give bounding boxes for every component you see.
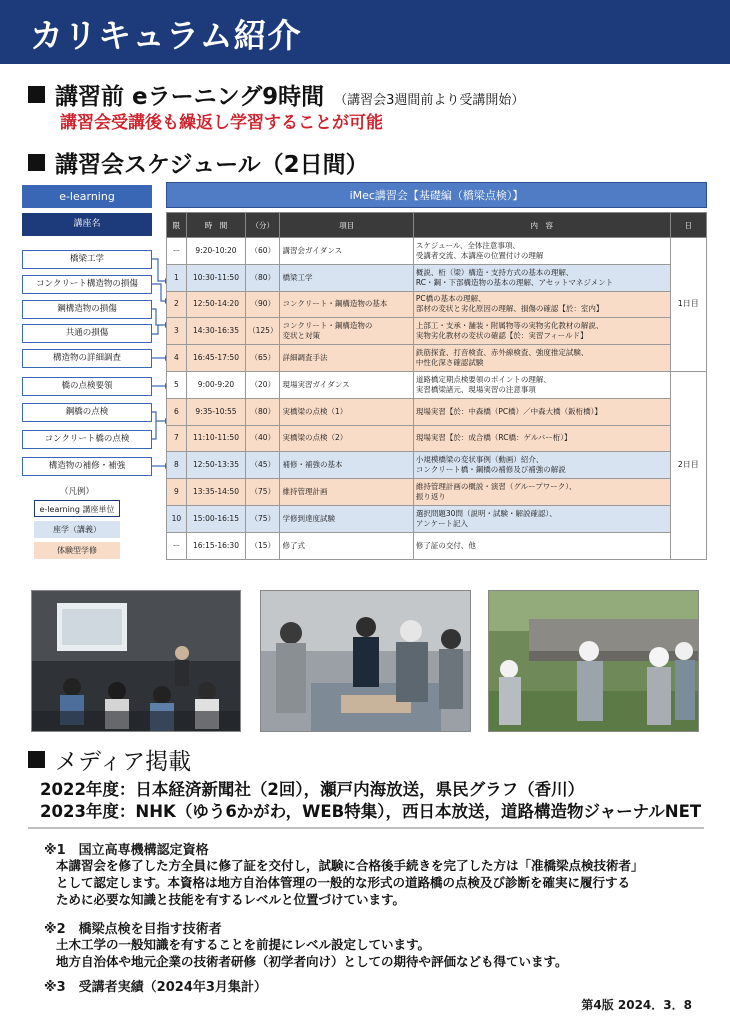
period-cell: 1 (167, 264, 187, 291)
content-line: 選択問題30問（説明・試験・解説確認）、 (415, 508, 557, 518)
col-header: （分） (246, 213, 280, 238)
time-cell: 12:50-13:35 (186, 452, 245, 479)
period-cell: 9 (167, 479, 187, 506)
minutes-cell: （65） (246, 345, 280, 372)
period-cell: 4 (167, 345, 187, 372)
elearning-label: e-learning (22, 185, 152, 208)
table-row (167, 479, 707, 506)
content-line: 振り返り (415, 492, 446, 502)
item-cell: 橋梁工学 (280, 264, 413, 291)
content-line: 現場実習【於：中森橋（PC橋）／中森大橋（鈑桁橋）】 (415, 406, 602, 416)
item-cell: 修了式 (280, 532, 413, 559)
minutes-cell: （15） (246, 532, 280, 559)
section-schedule-heading: 講習会スケジュール（2日間） (28, 146, 369, 179)
page-title: カリキュラム紹介 (30, 16, 302, 55)
group-work-photo (260, 590, 471, 732)
time-cell: 16:45-17:50 (186, 345, 245, 372)
content-cell (413, 345, 670, 372)
minutes-cell: （90） (246, 291, 280, 318)
time-cell: 11:10-11:50 (186, 425, 245, 452)
content-line: 受講者交流、本講座の位置付けの理解 (415, 250, 544, 260)
minutes-cell: （75） (246, 505, 280, 532)
content-line: 上部工・支承・舗装・附属物等の実物劣化教材の解説、 (415, 321, 604, 331)
content-line: 実習橋梁諸元、現場実習の注意事項 (415, 384, 536, 394)
period-cell: 3 (167, 318, 187, 345)
content-line: 鉄筋探査、打音検査、赤外線検査、強度推定試験、 (415, 347, 589, 357)
edition-footer: 第4版 2024．3．8 (581, 998, 692, 1012)
content-line: 中性化深さ確認試験 (415, 358, 484, 368)
table-row (167, 291, 707, 318)
period-cell: ー (167, 238, 187, 265)
col-header: 限 (167, 213, 187, 238)
minutes-cell: （45） (246, 452, 280, 479)
content-line: PC橋の基本の理解、 (415, 294, 486, 304)
content-line: コンクリート橋・鋼橋の補修及び補強の解説 (415, 465, 566, 475)
schedule-title: iMec講習会【基礎編（橋梁点検）】 (166, 182, 707, 208)
minutes-cell: （60） (246, 238, 280, 265)
course-item: 構造物の詳細調査 (22, 349, 152, 368)
table-row (167, 238, 707, 265)
legend-title: （凡例） (59, 487, 94, 497)
item-cell: 実橋梁の点検（1） (280, 398, 413, 425)
content-cell (413, 505, 670, 532)
legend-practice: 体験型学修 (34, 542, 120, 559)
col-header: 日 (670, 213, 706, 238)
minutes-cell: （80） (246, 264, 280, 291)
lecture-photo (31, 590, 241, 732)
note2-body: 土木工学の一般知識を有することを前提にレベル設定しています。 地方自治体や地元企業の技術者研修（初学者向け）としての期待や評価なども得ています。 (56, 937, 568, 969)
square-bullet-icon (28, 751, 45, 768)
media-2023: 2023年度：NHK（ゆう6かがわ，WEB特集），西日本放送，道路構造物ジャーナルNET (40, 802, 702, 821)
lecture-photo-image (32, 591, 241, 732)
minutes-cell: （40） (246, 425, 280, 452)
note2-title: ※2 橋梁点検を目指す技術者 (44, 922, 222, 937)
legend-elearning: e-learning 講座単位 (34, 500, 120, 517)
item-cell: 詳細調査手法 (280, 345, 413, 372)
repeat-learning-note: 講習会受講後も繰返し学習することが可能 (60, 113, 383, 133)
square-bullet-icon (28, 86, 45, 103)
content-cell (413, 291, 670, 318)
item-cell: 現場実習ガイダンス (280, 371, 413, 398)
content-line: 維持管理計画の概説・演習（グループワーク）、 (415, 481, 577, 491)
day-cell: 2日目 (670, 371, 706, 559)
course-item: 橋の点検要領 (22, 377, 152, 396)
period-cell: 6 (167, 398, 187, 425)
field-inspection-photo (488, 590, 699, 732)
course-item: 鋼構造物の損傷 (22, 300, 152, 319)
content-line: 部材の変状と劣化原因の理解、損傷の確認【於：室内】 (415, 304, 604, 314)
group-work-photo-image (261, 591, 471, 732)
media-2022: 2022年度：日本経済新聞社（2回），瀬戸内海放送，県民グラフ（香川） (40, 780, 585, 799)
item-cell: コンクリート・鋼構造物の 変状と対策 (280, 318, 413, 345)
day-cell: 1日目 (670, 238, 706, 372)
section-elearning-heading: 講習前 eラーニング9時間 （講習会3週間前より受講開始） (28, 78, 524, 111)
table-row (167, 452, 707, 479)
table-row (167, 505, 707, 532)
table-row (167, 398, 707, 425)
content-line: 道路橋定期点検要領のポイントの理解、 (415, 374, 551, 384)
table-row (167, 532, 707, 559)
course-name-header: 講座名 (22, 213, 152, 236)
time-cell: 14:30-16:35 (186, 318, 245, 345)
content-line: アンケート記入 (415, 518, 468, 528)
item-cell: コンクリート・鋼構造物の基本 (280, 291, 413, 318)
content-line: スケジュール、全体注意事項、 (415, 240, 520, 250)
minutes-cell: （20） (246, 371, 280, 398)
item-cell: 講習会ガイダンス (280, 238, 413, 265)
section-media-heading: メディア掲載 (28, 743, 191, 776)
minutes-cell: （75） (246, 479, 280, 506)
course-item: 共通の損傷 (22, 324, 152, 343)
table-row (167, 425, 707, 452)
title-bar (0, 0, 730, 64)
content-line: 小規模橋梁の変状事例（動画）紹介、 (415, 455, 544, 465)
table-row (167, 371, 707, 398)
time-cell: 9:35-10:55 (186, 398, 245, 425)
elearning-note: （講習会3週間前より受講開始） (334, 93, 525, 108)
table-row (167, 345, 707, 372)
time-cell: 9:20-10:20 (186, 238, 245, 265)
time-cell: 12:50-14:20 (186, 291, 245, 318)
content-line: 修了証の交付、他 (415, 540, 476, 550)
course-item: コンクリート橋の点検 (22, 430, 152, 449)
content-cell (413, 398, 670, 425)
note1-title: ※1 国立高専機構認定資格 (44, 843, 209, 858)
divider (28, 827, 704, 829)
content-cell (413, 264, 670, 291)
course-item: 鋼橋の点検 (22, 403, 152, 422)
content-line: RC・鋼・下部構造物の基本の理解、アセットマネジメント (415, 277, 614, 287)
content-cell (413, 371, 670, 398)
minutes-cell: （125） (246, 318, 280, 345)
period-cell: 10 (167, 505, 187, 532)
table-header-row (167, 213, 707, 238)
content-cell (413, 425, 670, 452)
schedule-table (166, 212, 707, 560)
period-cell: 8 (167, 452, 187, 479)
content-line: 実物劣化教材の変状の確認【於：実習フィールド】 (415, 331, 588, 341)
minutes-cell: （80） (246, 398, 280, 425)
square-bullet-icon (28, 154, 45, 171)
item-cell: 学修到達度試験 (280, 505, 413, 532)
time-cell: 10:30-11:50 (186, 264, 245, 291)
period-cell: 5 (167, 371, 187, 398)
content-line: 現場実習【於：成合橋（RC橋：ゲルバー桁）】 (415, 433, 572, 443)
item-cell: 実橋梁の点検（2） (280, 425, 413, 452)
course-item: コンクリート構造物の損傷 (22, 275, 152, 294)
note3-title: ※3 受講者実績（2024年3月集計） (44, 980, 267, 995)
period-cell: 7 (167, 425, 187, 452)
content-cell (413, 318, 670, 345)
period-cell: ー (167, 532, 187, 559)
legend-lecture: 座学（講義） (34, 521, 120, 538)
item-cell: 補修・補強の基本 (280, 452, 413, 479)
table-row (167, 264, 707, 291)
col-header: 内 容 (413, 213, 670, 238)
col-header: 項目 (280, 213, 413, 238)
content-cell (413, 479, 670, 506)
time-cell: 15:00-16:15 (186, 505, 245, 532)
col-header: 時 間 (186, 213, 245, 238)
period-cell: 2 (167, 291, 187, 318)
course-item: 橋梁工学 (22, 250, 152, 269)
time-cell: 16:15-16:30 (186, 532, 245, 559)
table-row (167, 318, 707, 345)
note1-body: 本講習会を修了した方全員に修了証を交付し，試験に合格後手続きを完了した方は「准橋梁点検技術者」 として認定します。本資格は地方自治体管理の一般的な形式の道路橋の点検及び診断を確実に履行する ために必要な知識と技能を有するレベルと位置づけています。 (56, 858, 644, 907)
content-cell (413, 452, 670, 479)
content-cell (413, 532, 670, 559)
content-line: 概説、桁（梁）構造・支持方式の基本の理解、 (415, 267, 574, 277)
content-cell (413, 238, 670, 265)
course-item: 構造物の補修・補強 (22, 457, 152, 476)
item-cell: 維持管理計画 (280, 479, 413, 506)
time-cell: 9:00-9:20 (186, 371, 245, 398)
field-inspection-photo-image (489, 591, 699, 732)
time-cell: 13:35-14:50 (186, 479, 245, 506)
